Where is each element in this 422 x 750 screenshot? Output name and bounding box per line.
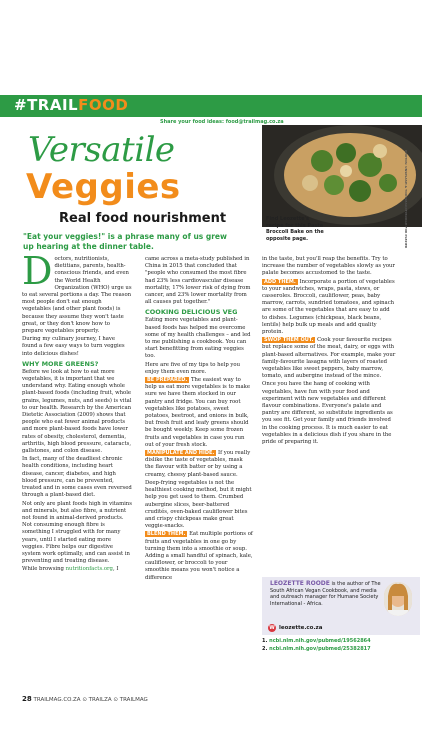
- references: [262, 637, 371, 653]
- tip-tag: ADD THEM.: [264, 278, 296, 285]
- section-banner-title: [14, 96, 128, 114]
- paragraph-text: Cook your favourite recipes but replace some of the meat, dairy, or eggs with plant-based alternatives. For example, make your family-favourite lasagna with layers of roasted vegetables like sweet peppers, baby marrow, tomato, and aubergine instead of the mince.: [262, 337, 396, 380]
- reference-number: 1.: [262, 638, 268, 644]
- paragraph: [145, 531, 253, 581]
- paragraph-text: , I: [112, 566, 119, 573]
- paragraph-text: Incorporate a portion of vegetables to your sandwiches, wraps, pasta, stews, or casseroles. Broccoli, cauliflower, peas, baby marrow, carrots, sundried tomatoes, and spinach are some of the vegetables that are easy to add to dishes. Legumes (chickpeas, black beans, lentils) help bulk up meals and add quality protein.: [262, 278, 395, 336]
- subheading-cooking-delicious-veg: COOKING DELICIOUS VEG: [145, 308, 238, 317]
- reference-link[interactable]: ncbi.nlm.nih.gov/pubmed/19562864: [269, 638, 371, 644]
- pasta-broccoli-bake-photo: [262, 125, 422, 227]
- paragraph: [262, 279, 396, 337]
- paragraph: [22, 566, 132, 573]
- column-3: [262, 256, 396, 447]
- paragraph: Deep-frying vegetables is not the healthiest cooking method, but it might help you get used to them. Crumbed aubergine slices, beer-battered crudités, oven-baked cauliflower bites and crispy chickpeas make great veggie-snacks.: [145, 479, 252, 530]
- paragraph-text: While browsing: [22, 566, 64, 573]
- author-website-link[interactable]: leozette.co.za: [279, 625, 323, 631]
- paragraph: Once you have the hang of cooking with vegetables, have fun with your food and experiment with new vegetables and different flavour combinations. Everyone's palate and pantry are different, so substitute ingredients as you see fit. Get your family and friends involved in the cooking process. It is much easier to eat vegetables in a delicious dish if you share in the pride of preparing it.: [262, 381, 393, 446]
- tip-tag: MANIPULATE AND HIDE.: [147, 450, 215, 457]
- paragraph: [262, 337, 396, 380]
- paragraph: During my culinary journey, I have found a few easy ways to turn veggies into delicious dishes!: [22, 336, 125, 357]
- reference-item: [262, 645, 371, 653]
- paragraph: in the taste, but you'll reap the benefits. Try to increase the number of vegetables slowly as your palate becomes accustomed to the taste.: [262, 256, 395, 277]
- paragraph: [22, 249, 132, 335]
- paragraph: [145, 377, 253, 449]
- reference-item: [262, 637, 371, 645]
- website-icon: W: [269, 625, 275, 631]
- banner-suffix: FOOD: [78, 96, 129, 114]
- tip-tag: SWOP THEM OUT.: [264, 337, 314, 344]
- headline-veggies: Veggies: [26, 167, 181, 207]
- drop-cap: D: [22, 249, 53, 293]
- top-whitespace: [0, 0, 422, 78]
- nutritionfacts-link[interactable]: nutritionfacts.org: [65, 566, 113, 573]
- food-image: [262, 125, 422, 227]
- tip-tag: BE PREPARED.: [147, 377, 188, 384]
- page-footer: [22, 695, 148, 703]
- reference-number: 2.: [262, 646, 268, 652]
- photo-credit-text: PHOTOS: UNSPLASH & TOUSSEAU/MYBURGH FOR PLEZIER: [404, 150, 408, 249]
- paragraph-text: The easiest way to help us eat more vegetables is to make sure we have them stocked in our pantry and fridge. You can buy root vegetables like potatoes, sweet potatoes, beetroot, and onions in bulk, but fresh fruit and leafy greens should be bought weekly. Keep some frozen fruits and vegetables in case you run out of your fresh stock.: [145, 377, 250, 448]
- tip-tag: BLEND THEM.: [147, 531, 186, 538]
- paragraph: Before we look at how to eat more vegetables, it is important that we understand why. Eating enough whole plant-based foods (including fruit, whole grains, legumes, nuts, and seeds) is vital to our health. Research by the American Dietetic Association (2009) shows that people who eat fewer animal products and more plant-based foods have lower rates of obesity, cholesterol, dementia, arthritis, high blood pressure, cataracts, gallstones, and colon disease.: [22, 368, 132, 455]
- headline-versatile: Versatile: [28, 130, 175, 170]
- social-icons-2: ⊙: [113, 697, 120, 703]
- column-1: [22, 249, 132, 575]
- social-icons: ⊙: [82, 697, 89, 703]
- page-number: 28: [22, 695, 32, 703]
- author-portrait: [384, 582, 412, 616]
- banner-prefix: #TRAIL: [14, 96, 79, 114]
- paragraph: Here are five of my tips to help you enjoy them even more.: [145, 361, 241, 375]
- bottom-whitespace: [0, 705, 422, 750]
- paragraph-text: Eat multiple portions of fruits and vegetables in one go by turning them into a smoothie or soup. Adding a small handful of spinach, kale, cauliflower, or broccoli to your smoothie means you won't notice a difference: [145, 531, 253, 581]
- paragraph: Not only are plant foods high in vitamins and minerals, but also fibre, a nutrient not found in animal-derived products. Not consuming enough fibre is something I struggled with for many years, until I started eating more veggies. Fibre helps our digestive system work optimally, and can assist in preventing and treating disease.: [22, 500, 132, 565]
- paragraph-text: If you really dislike the taste of vegetables, mask the flavour with batter or by using a creamy, cheesy plant-based sauce.: [145, 450, 251, 478]
- intro-standfirst: "Eat your veggies!" is a phrase many of us grew up hearing at the dinner table.: [23, 232, 227, 251]
- author-name: LEOZETTE ROODE: [270, 580, 330, 587]
- photo-caption: Find Leozette's recipe for this Pasta Broccoli Bake on the opposite page.: [266, 216, 324, 242]
- author-bio-text: is the author of The South African Vegan Cookbook, and media and outreach manager for Humane Society International - Africa.: [270, 581, 381, 607]
- column-2: [145, 256, 253, 583]
- author-bio: [270, 580, 382, 607]
- paragraph: came across a meta-study published in China in 2015 that concluded that "people who consumed the most fibre had 23% less cardiovascular disease mortality, 17% lower risk of dying from cancer, and 23% lower mortality from all causes put together.": [145, 256, 251, 306]
- paragraph: Eating more vegetables and plant-based foods has helped me overcome some of my health challenges – and led to me publishing a cookbook. You can start benefitting from eating veggies too.: [145, 317, 251, 360]
- author-avatar: [384, 582, 412, 616]
- share-email-line: Share your food ideas: food@trailmag.co.za: [160, 119, 284, 125]
- footer-social-1: TRAILZA: [88, 697, 112, 703]
- subtitle: Real food nourishment: [59, 211, 227, 226]
- reference-link[interactable]: ncbi.nlm.nih.gov/pubmed/25382817: [269, 646, 371, 652]
- paragraph-text: octors, nutritionists, dietitians, parents, health-conscious friends, and even the World Health Organization (WHO) urge us to eat several portions a day. The reason most people don't eat enough vegetables (and other plant foods) is because they assume they won't taste great, or they don't know how to prepare vegetables properly.: [22, 256, 132, 335]
- footer-social-2: TRAILMAG: [119, 697, 148, 703]
- footer-site: TRAILMAG.CO.ZA: [33, 697, 81, 703]
- paragraph: In fact, many of the deadliest chronic health conditions, including heart disease, cancer, diabetes, and high blood pressure, can be prevented, treated and in some cases even reversed through a plant-based diet.: [22, 456, 132, 499]
- photo-credit: [404, 150, 414, 340]
- paragraph: [145, 450, 253, 479]
- subheading-why-more-greens: WHY MORE GREENS?: [22, 359, 99, 368]
